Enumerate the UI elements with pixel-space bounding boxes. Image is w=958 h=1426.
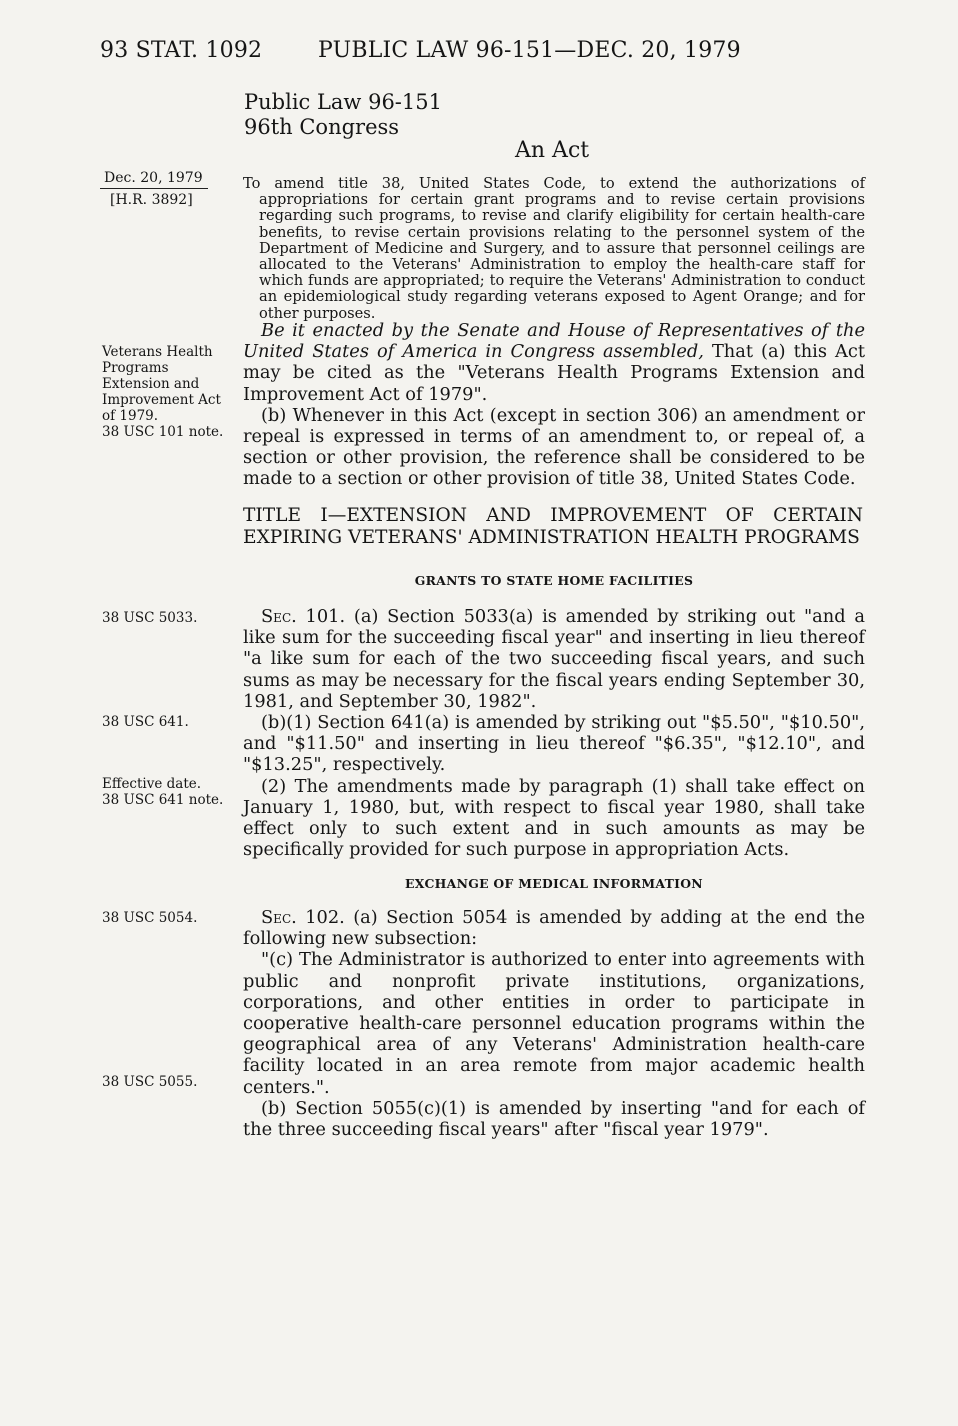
margin-cite-641-note: 38 USC 641 note. [102,792,224,808]
sec101-text: (a) Section 5033(a) is amended by striking out "and a like sum for the succeeding fiscal year" and inserting in lieu thereof "a like sum for each of the two succeeding fiscal years, and such sums as may be necessary for the fiscal years ending September 30, 1981, and September 30, 1982". [243,606,865,712]
enacting-italic: Be it enacted by the Senate and House of Representatives of the United States of America in Congress assembled, [243,320,865,363]
sec101-b2: (2) The amendments made by paragraph (1) shall take effect on January 1, 1980, but, with respect to fiscal year 1980, shall take effect only to such extent and in such amounts as may be specifically provided for such purpose in appropriation Acts. [243,775,865,861]
bill-number: [H.R. 3892] [110,192,193,208]
margin-cite-5033: 38 USC 5033. [102,610,198,626]
sec102-b: (b) Section 5055(c)(1) is amended by inserting "and for each of the three succeeding fiscal years" after "fiscal year 1979". [243,1097,865,1141]
sec102-c: "(c) The Administrator is authorized to enter into agreements with public and nonprofit private institutions, organizations, corporations, and other entities in order to participate in cooperative health-care personnel education programs within the geographical area of any Veterans' Administration health-care facility located in an area remote from major academic health centers.". [243,949,865,1098]
sec101-label: Sec. 101. [261,606,346,627]
sec102-text: (a) Section 5054 is amended by adding at the end the following new subsection: [243,907,865,950]
margin-short-title: Veterans Health Programs Extension and Improvement Act of 1979. [102,344,221,424]
margin-effective-date: Effective date. [102,776,202,792]
margin-cite-101-note: 38 USC 101 note. [102,424,224,440]
law-number: Public Law 96-151 [244,90,442,114]
enacting-rest: That (a) this Act may be cited as the "Veterans Health Programs Extension and Improvement Act of 1979". [243,341,865,405]
title-heading: TITLE I—EXTENSION AND IMPROVEMENT OF CERTAIN EXPIRING VETERANS' ADMINISTRATION HEALTH PROGRAMS [243,505,863,548]
act-purpose-text: To amend title 38, United States Code, to extend the authorizations of appropriations for certain grant programs and to revise certain provisions regarding such programs, to revise and clarify eligibility for certain health-care benefits, to revise certain provisions relating to the personnel system of the Department of Medicine and Surgery, and to assure that personnel ceilings are allocated to the Veterans' Administration to employ the health-care staff for which funds are appropriated; to require the Veterans' Administration to conduct an epidemiological study regarding veterans exposed to Agent Orange; and for other purposes. [243,175,865,322]
sec102-label: Sec. 102. [261,907,345,928]
paragraph-b: (b) Whenever in this Act (except in section 306) an amendment or repeal is expressed in terms of an amendment to, or repeal of, a section or other provision, the reference shall be considered to be made to a section or other provision of title 38, United States Code. [243,404,865,490]
congress-number: 96th Congress [244,115,400,139]
subhead-grants: GRANTS TO STATE HOME FACILITIES [414,573,694,588]
margin-cite-5054: 38 USC 5054. [102,910,198,926]
margin-cite-641: 38 USC 641. [102,714,189,730]
date-divider [100,188,208,189]
enacting-clause [243,320,865,490]
sec101-b1: (b)(1) Section 641(a) is amended by striking out "$5.50", "$10.50", and "$11.50" and inserting in lieu thereof "$6.35", "$12.10", and "$13.25", respectively. [243,712,865,776]
section-102 [243,907,865,1140]
act-label: An Act [515,138,590,163]
enactment-date: Dec. 20, 1979 [104,170,203,186]
running-title: PUBLIC LAW 96-151—DEC. 20, 1979 [318,38,741,63]
stat-page-number: 93 STAT. 1092 [100,38,263,63]
subhead-exchange: EXCHANGE OF MEDICAL INFORMATION [405,876,703,891]
section-101 [243,606,865,860]
act-purpose [243,176,865,322]
margin-cite-5055: 38 USC 5055. [102,1074,198,1090]
